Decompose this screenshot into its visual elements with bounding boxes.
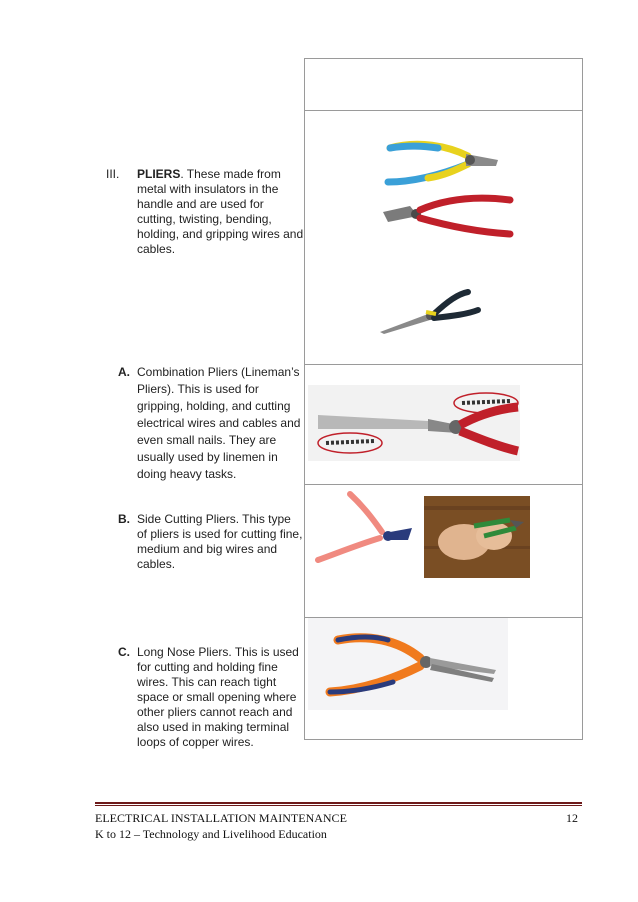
pliers-photo	[378, 136, 518, 336]
table-divider	[304, 364, 583, 365]
item-c-marker: C.	[118, 645, 130, 659]
side-cutting-pliers-photo	[310, 488, 420, 576]
combination-pliers-paragraph: Combination Pliers (Lineman’s Pliers). This is used for gripping, holding, and cutting electrical wires and cables and even small nails. They are usually used by linemen in doing heavy tasks.	[137, 365, 301, 481]
pliers-paragraph: PLIERS. These made from metal with insulators in the handle and are used for cutting, twisting, bending, holding, and gripping wires and cables.	[137, 167, 304, 256]
table-divider	[304, 110, 583, 111]
combination-pliers-photo	[308, 385, 520, 461]
side-cutting-pliers-paragraph: Side Cutting Pliers. This type of pliers is used for cutting fine, medium and big wires and cables.	[137, 512, 303, 571]
footer-rule	[95, 802, 582, 804]
table-divider	[304, 484, 583, 485]
page-number: 12	[566, 811, 578, 825]
long-nose-pliers-photo	[308, 618, 508, 710]
section-marker: III.	[106, 167, 120, 181]
hand-with-pliers-photo	[424, 496, 530, 578]
footer-rule	[95, 805, 582, 806]
item-a-marker: A.	[118, 365, 130, 379]
item-b-marker: B.	[118, 512, 130, 526]
long-nose-pliers-paragraph: Long Nose Pliers. This is used for cutting and holding fine wires. This can reach tight space or small opening where other pliers cannot reach and also used in making terminal loops of copper wires.	[137, 645, 299, 749]
footer-title: ELECTRICAL INSTALLATION MAINTENANCE	[95, 811, 347, 825]
footer-subtitle: K to 12 – Technology and Livelihood Education	[95, 827, 327, 841]
pliers-heading: PLIERS	[137, 167, 181, 181]
